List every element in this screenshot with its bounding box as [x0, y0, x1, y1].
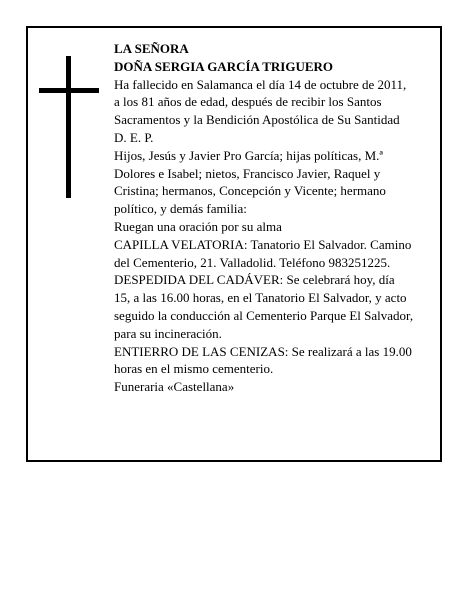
cross-vertical-bar [66, 56, 71, 198]
farewell-information: DESPEDIDA DEL CADÁVER: Se celebrará hoy, día 15, a las 16.00 horas, en el Tanatorio El Salvador, y acto seguido la conducción al Cementerio Parque El Salvador, para su incineración. [114, 272, 414, 341]
death-announcement: Ha fallecido en Salamanca el día 14 de octubre de 2011, a los 81 años de edad, después de recibir los Santos Sacramentos y la Bendición Apostólica de Su Santidad [114, 76, 407, 128]
notice-title: LA SEÑORA [114, 41, 189, 56]
notice-text-block [114, 40, 414, 396]
deceased-name: DOÑA SERGIA GARCÍA TRIGUERO [114, 58, 334, 74]
cross-icon [39, 56, 99, 198]
family-list: Hijos, Jesús y Javier Pro García; hijas políticas, M.ª Dolores e Isabel; nietos, Francisco Javier, Raquel y Cristina; hermanos, Concepción y Vicente; hermano político, y demás familia: [114, 147, 386, 217]
ashes-burial-information: ENTIERRO DE LAS CENIZAS: Se realizará a las 19.00 horas en el mismo cementerio. [114, 343, 412, 377]
cross-horizontal-bar [39, 88, 99, 93]
prayer-request: Ruegan una oración por su alma [114, 218, 282, 234]
funeral-home: Funeraria «Castellana» [114, 379, 235, 395]
obituary-notice [26, 26, 442, 462]
wake-information: CAPILLA VELATORIA: Tanatorio El Salvador. Camino del Cementerio, 21. Valladolid. Teléfono 983251225. [114, 236, 412, 270]
rest-in-peace: D. E. P. [114, 129, 154, 145]
